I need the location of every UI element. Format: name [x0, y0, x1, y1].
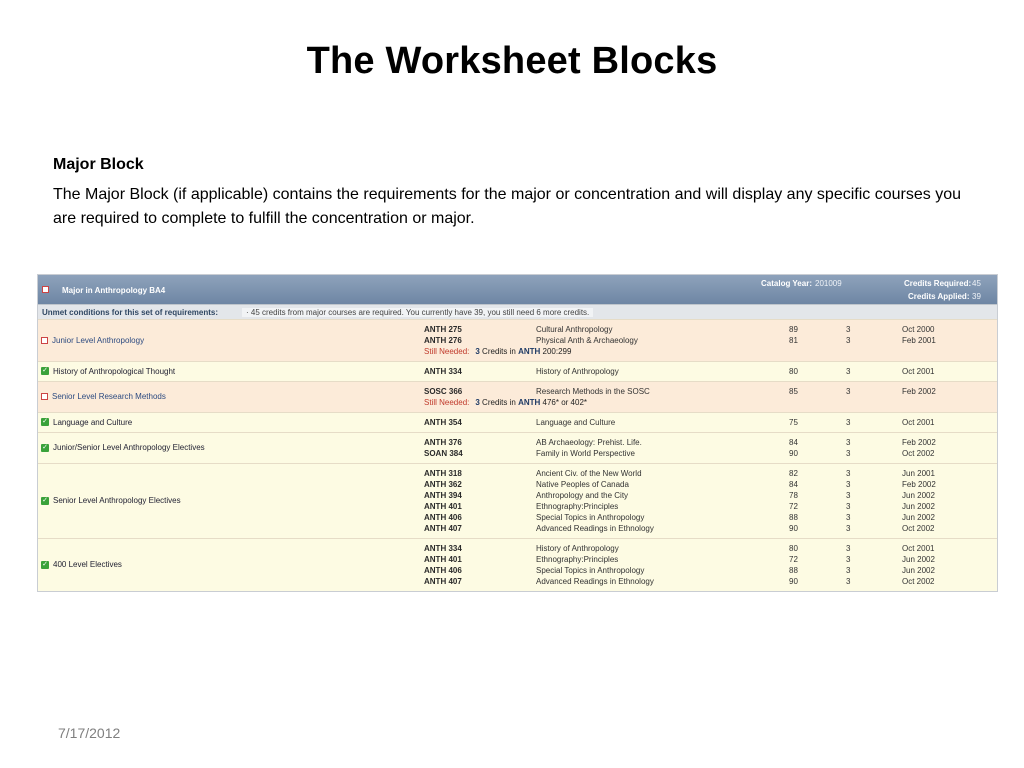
credits-applied-label: Credits Applied:: [908, 292, 970, 301]
course-row: [38, 386, 996, 397]
course-term: Oct 2001: [902, 418, 935, 427]
course-row: [38, 523, 996, 534]
course-title: Special Topics in Anthropology: [536, 513, 645, 522]
course-title: Ancient Civ. of the New World: [536, 469, 642, 478]
course-term: Jun 2002: [902, 491, 935, 500]
course-title: AB Archaeology: Prehist. Life.: [536, 438, 642, 447]
course-code[interactable]: SOSC 366: [424, 387, 463, 396]
still-needed-count: 3: [475, 347, 480, 356]
course-code[interactable]: ANTH 401: [424, 555, 462, 564]
course-code[interactable]: ANTH 407: [424, 524, 462, 533]
course-credits: 3: [846, 387, 851, 396]
course-term: Feb 2002: [902, 387, 936, 396]
course-title: Anthropology and the City: [536, 491, 629, 500]
course-row: [38, 490, 996, 501]
course-row: [38, 554, 996, 565]
course-code[interactable]: ANTH 376: [424, 438, 462, 447]
checkmark-icon: ✓: [42, 560, 48, 568]
credits-required-label: Credits Required:: [904, 279, 972, 288]
course-grade: 80: [789, 367, 798, 376]
requirement-row: [38, 412, 997, 432]
section-description: The Major Block (if applicable) contains the requirements for the major or concentration and will display any specific courses you are required to complete to fulfill the concentration or major.: [53, 186, 961, 227]
course-credits: 3: [846, 491, 851, 500]
course-term: Feb 2002: [902, 438, 936, 447]
course-row: [38, 512, 996, 523]
course-grade: 81: [789, 336, 798, 345]
course-credits: 3: [846, 524, 851, 533]
course-title: History of Anthropology: [536, 367, 619, 376]
still-needed-courses[interactable]: 476* or 402*: [542, 398, 588, 407]
course-row: [38, 543, 996, 554]
course-credits: 3: [846, 480, 851, 489]
unmet-message-text: 45 credits from major courses are required. You currently have 39, you still need 6 more credits.: [250, 308, 590, 317]
course-credits: 3: [846, 438, 851, 447]
course-term: Oct 2001: [902, 367, 935, 376]
course-title: Native Peoples of Canada: [536, 480, 629, 489]
course-credits: 3: [846, 577, 851, 586]
course-term: Feb 2001: [902, 336, 936, 345]
still-needed-subject[interactable]: ANTH: [518, 398, 541, 407]
course-code[interactable]: ANTH 401: [424, 502, 462, 511]
unmet-conditions-bar: [38, 304, 997, 319]
worksheet-major-block: [37, 274, 998, 592]
block-title: Major in Anthropology BA4: [62, 286, 166, 295]
course-row: [38, 324, 996, 335]
course-title: Language and Culture: [536, 418, 616, 427]
course-code[interactable]: SOAN 384: [424, 449, 463, 458]
requirement-label: Senior Level Anthropology Electives: [53, 496, 181, 505]
requirement-row: [38, 463, 997, 538]
course-title: Research Methods in the SOSC: [536, 387, 650, 396]
course-term: Jun 2002: [902, 555, 935, 564]
requirement-label: Junior/Senior Level Anthropology Electives: [53, 443, 205, 452]
course-term: Jun 2002: [902, 513, 935, 522]
requirement-label: Junior Level Anthropology: [52, 335, 145, 345]
still-needed-text: Credits in: [482, 398, 516, 407]
course-credits: 3: [846, 502, 851, 511]
unchecked-box-icon: [42, 286, 49, 293]
still-needed-row: [424, 398, 587, 409]
course-grade: 72: [789, 555, 798, 564]
checkmark-icon: ✓: [42, 367, 48, 374]
course-grade: 90: [789, 449, 798, 458]
footer-date: 7/17/2012: [58, 725, 121, 741]
course-credits: 3: [846, 513, 851, 522]
course-row: [38, 437, 996, 448]
course-row: [38, 576, 996, 587]
course-title: Advanced Readings in Ethnology: [536, 524, 654, 533]
course-term: Oct 2000: [902, 325, 935, 334]
course-code[interactable]: ANTH 362: [424, 480, 462, 489]
still-needed-label: Still Needed:: [424, 398, 470, 407]
course-title: Advanced Readings in Ethnology: [536, 577, 654, 586]
credits-required-value: 45: [972, 279, 981, 288]
requirements-list: [38, 319, 997, 591]
course-title: Special Topics in Anthropology: [536, 566, 645, 575]
requirement-row: [38, 361, 997, 381]
course-row: [38, 479, 996, 490]
course-code[interactable]: ANTH 276: [424, 336, 462, 345]
requirement-label: Language and Culture: [53, 417, 133, 427]
course-title: Family in World Perspective: [536, 449, 635, 458]
requirement-row: [38, 381, 997, 412]
course-code[interactable]: ANTH 275: [424, 325, 462, 334]
section-heading: Major Block: [53, 156, 144, 173]
course-credits: 3: [846, 325, 851, 334]
course-title: Ethnography:Principles: [536, 502, 619, 511]
course-credits: 3: [846, 555, 851, 564]
course-grade: 82: [789, 469, 798, 478]
course-code[interactable]: ANTH 406: [424, 513, 462, 522]
course-code[interactable]: ANTH 407: [424, 577, 462, 586]
block-header: [38, 275, 997, 304]
course-term: Oct 2002: [902, 449, 935, 458]
course-grade: 84: [789, 438, 798, 447]
checkmark-icon: ✓: [42, 418, 48, 425]
course-grade: 85: [789, 387, 798, 396]
course-row: [38, 468, 996, 479]
still-needed-label: Still Needed:: [424, 347, 470, 356]
course-credits: 3: [846, 544, 851, 553]
course-grade: 75: [789, 418, 798, 427]
course-credits: 3: [846, 367, 851, 376]
requirement-row: [38, 432, 997, 463]
course-grade: 90: [789, 577, 798, 586]
unmet-conditions-message: · 45 credits from major courses are required. You currently have 39, you still need 6 more credits.: [242, 308, 593, 317]
credits-applied-value: 39: [972, 292, 981, 301]
course-row: [38, 501, 996, 512]
course-code[interactable]: ANTH 394: [424, 491, 462, 500]
course-grade: 89: [789, 325, 798, 334]
course-grade: 80: [789, 544, 798, 553]
checkmark-icon: ✓: [42, 496, 48, 504]
course-grade: 72: [789, 502, 798, 511]
course-credits: 3: [846, 336, 851, 345]
course-code[interactable]: ANTH 406: [424, 566, 462, 575]
course-grade: 88: [789, 513, 798, 522]
requirement-label: Senior Level Research Methods: [52, 392, 166, 401]
course-term: Jun 2002: [902, 566, 935, 575]
course-row: [38, 565, 996, 576]
course-title: Cultural Anthropology: [536, 325, 613, 334]
course-row: [38, 366, 996, 377]
course-code[interactable]: ANTH 334: [424, 367, 462, 376]
requirement-label: 400 Level Electives: [53, 560, 122, 569]
requirement-label: History of Anthropological Thought: [53, 366, 176, 376]
course-grade: 78: [789, 491, 798, 500]
course-code[interactable]: ANTH 354: [424, 418, 462, 427]
still-needed-subject[interactable]: ANTH: [518, 347, 541, 356]
catalog-year-label: Catalog Year:: [761, 279, 812, 288]
course-row: [38, 448, 996, 459]
course-title: Physical Anth & Archaeology: [536, 336, 638, 345]
course-grade: 84: [789, 480, 798, 489]
course-row: [38, 417, 996, 428]
course-grade: 90: [789, 524, 798, 533]
course-credits: 3: [846, 418, 851, 427]
course-code[interactable]: ANTH 334: [424, 544, 462, 553]
still-needed-row: [424, 347, 571, 358]
still-needed-courses[interactable]: 200:299: [542, 347, 572, 356]
still-needed-text: Credits in: [482, 347, 516, 356]
checkmark-icon: ✓: [42, 443, 48, 451]
course-row: [38, 335, 996, 346]
course-term: Oct 2001: [902, 544, 935, 553]
course-code[interactable]: ANTH 318: [424, 469, 462, 478]
requirement-row: [38, 538, 997, 591]
course-credits: 3: [846, 469, 851, 478]
unmet-conditions-label: Unmet conditions for this set of requirements:: [42, 308, 219, 317]
course-term: Jun 2002: [902, 502, 935, 511]
course-term: Jun 2001: [902, 469, 935, 478]
course-term: Feb 2002: [902, 480, 936, 489]
slide-title: The Worksheet Blocks: [306, 40, 718, 82]
requirement-row: [38, 319, 997, 361]
course-title: History of Anthropology: [536, 544, 619, 553]
course-grade: 88: [789, 566, 798, 575]
course-term: Oct 2002: [902, 524, 935, 533]
course-credits: 3: [846, 449, 851, 458]
still-needed-count: 3: [475, 398, 480, 407]
course-credits: 3: [846, 566, 851, 575]
course-term: Oct 2002: [902, 577, 935, 586]
catalog-year-value: 201009: [815, 279, 842, 288]
course-title: Ethnography:Principles: [536, 555, 619, 564]
